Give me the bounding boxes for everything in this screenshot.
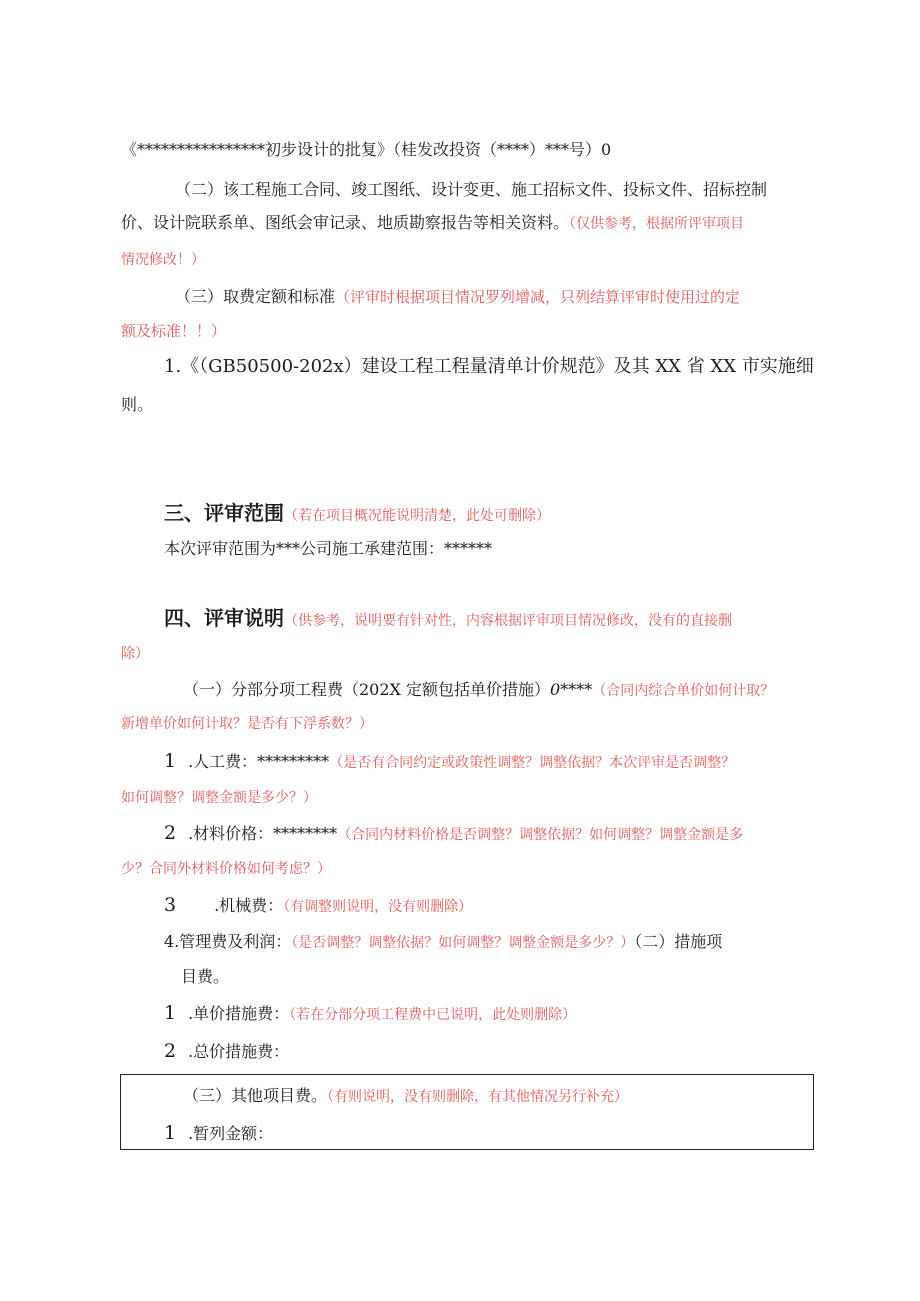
approval-reference-text: 《****************初步设计的批复》（桂发改投资（****）***号）0 — [121, 140, 612, 159]
subsection-1-amount: 0**** — [550, 680, 593, 699]
section-4-note-cont — [121, 643, 149, 665]
total-price-measures-label: .总价措施费： — [188, 1042, 290, 1061]
measures-subsection-cont — [181, 966, 229, 988]
total-price-measures-item — [164, 1040, 289, 1063]
section-4-note-cont-text: 除） — [121, 646, 149, 662]
section-3-note: （若在项目概况能说明清楚，此处可删除） — [284, 508, 550, 524]
section-4-note: （供参考，说明要有针对性，内容根据评审项目情况修改，没有的直接删 — [284, 613, 732, 629]
labor-cost-note: （是否有合同约定或政策性调整？调整依据？本次评审是否调整？ — [329, 755, 736, 771]
overhead-profit-item — [164, 931, 722, 954]
overhead-profit-note: （是否调整？调整依据？如何调整？调整金额是多少？） — [291, 935, 635, 951]
other-items-title: （三）其他项目费。 — [183, 1086, 328, 1105]
provisional-sum-item — [164, 1122, 273, 1145]
basis-item-2-cont — [121, 212, 744, 235]
basis-item-3-note-cont-text: 额及标准！！） — [121, 322, 227, 340]
basis-item-3-text: （三）取费定额和标准 — [175, 287, 336, 306]
basis-item-3-note: （评审时根据项目情况罗列增减，只列结算评审时使用过的定 — [335, 288, 741, 306]
labor-cost-label: .人工费：********* — [188, 752, 330, 771]
section-4-title: 四、评审说明 — [164, 606, 284, 630]
material-price-label: .材料价格：******** — [188, 824, 338, 843]
machinery-cost-label: .机械费： — [214, 896, 284, 915]
basis-item-2-cont-text: 价、设计院联系单、图纸会审记录、地质勘察报告等相关资料。 — [121, 213, 570, 232]
subsection-1-title: （一）分部分项工程费（202X 定额包括单价措施） — [183, 680, 551, 699]
labor-cost-item — [164, 750, 735, 774]
unit-price-measures-item — [164, 1002, 576, 1026]
basis-item-3-note-cont — [121, 320, 226, 342]
provisional-sum-label: .暂列金额： — [188, 1124, 274, 1143]
approval-reference-line — [121, 139, 611, 161]
standard-item-1 — [164, 356, 814, 378]
basis-item-2-note-cont — [121, 249, 205, 271]
total-price-measures-number: 2 — [164, 1040, 177, 1062]
subsection-1-note-cont — [121, 713, 373, 735]
unit-price-measures-label: .单价措施费： — [188, 1004, 290, 1023]
basis-item-2-text: （二）该工程施工合同、竣工图纸、设计变更、施工招标文件、投标文件、招标控制 — [175, 180, 768, 199]
labor-cost-number: 1 — [164, 750, 177, 772]
section-3-heading — [164, 502, 550, 527]
section-4-heading — [164, 607, 732, 632]
material-price-note-cont — [121, 858, 331, 880]
material-price-number: 2 — [164, 822, 177, 844]
material-price-item — [164, 822, 743, 846]
section-3-title: 三、评审范围 — [164, 501, 284, 525]
basis-item-3 — [175, 286, 740, 308]
labor-cost-note-cont — [121, 787, 317, 809]
machinery-cost-number: 3 — [164, 894, 177, 916]
subsection-1-note: （合同内综合单价如何计取？ — [592, 683, 775, 699]
machinery-cost-item — [164, 894, 472, 918]
other-items-subsection — [183, 1085, 628, 1108]
overhead-profit-label: 4.管理费及利润： — [164, 932, 292, 951]
standard-item-1-cont-text: 则。 — [121, 395, 154, 414]
machinery-cost-note: （有调整则说明，没有则删除） — [283, 899, 473, 915]
review-scope-text: 本次评审范围为***公司施工承建范围：****** — [164, 539, 493, 558]
measures-subsection-title: （二）措施项 — [634, 932, 723, 951]
basis-item-2-note-cont-text: 情况修改！） — [121, 252, 205, 268]
subsection-1 — [183, 679, 774, 702]
labor-cost-note-cont-text: 如何调整？调整金额是多少？） — [121, 790, 317, 806]
provisional-sum-number: 1 — [164, 1122, 177, 1144]
basis-item-2 — [175, 179, 767, 201]
measures-subsection-cont-text: 目费。 — [181, 967, 230, 986]
unit-price-measures-note: （若在分部分项工程费中已说明，此处则删除） — [289, 1007, 577, 1023]
standard-item-1-cont — [121, 394, 153, 416]
unit-price-measures-number: 1 — [164, 1002, 177, 1024]
material-price-note: （合同内材料价格是否调整？调整依据？如何调整？调整金额是多 — [337, 827, 744, 843]
other-items-note: （有则说明，没有则删除，有其他情况另行补充） — [327, 1089, 629, 1105]
standard-item-1-text: 1.《（GB50500-202x）建设工程工程量清单计价规范》及其 XX 省 XX 市实施细 — [164, 356, 814, 377]
basis-item-2-note: （仅供参考，根据所评审项目 — [569, 216, 745, 232]
review-scope-line — [164, 538, 492, 560]
subsection-1-note-cont-text: 新增单价如何计取？是否有下浮系数？） — [121, 716, 373, 732]
material-price-note-cont-text: 少？合同外材料价格如何考虑？） — [121, 861, 331, 877]
